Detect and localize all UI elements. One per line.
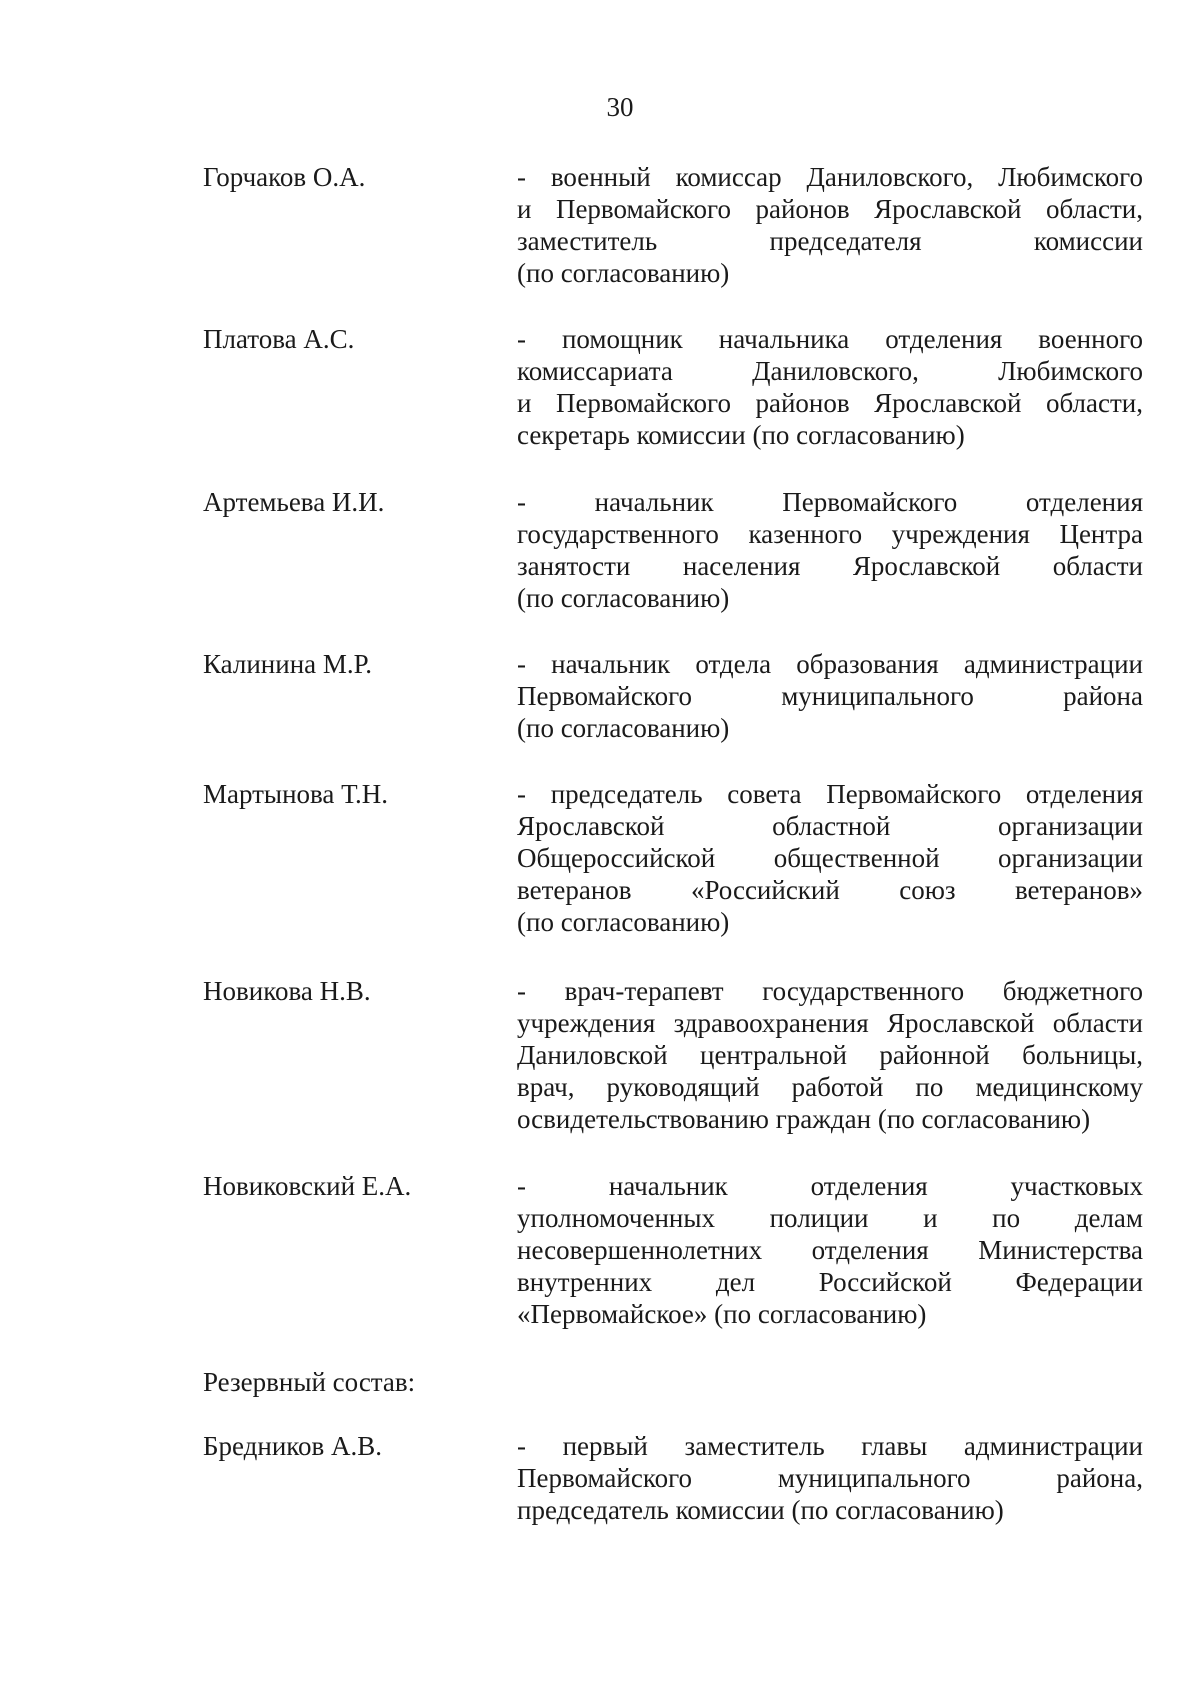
role-line: - первый заместитель главы администрации [517,1431,1143,1461]
role-line: «Первомайское» (по согласованию) [517,1299,927,1329]
reserve-heading: Резервный состав: [203,1367,416,1397]
member-role [517,975,1143,1135]
role-line: и Первомайского районов Ярославской области, [517,388,1143,418]
role-line: учреждения здравоохранения Ярославской области [517,1008,1143,1038]
role-line: Даниловской центральной районной больницы, [517,1040,1143,1070]
role-line: - начальник Первомайского отделения [517,487,1143,517]
role-line: несовершеннолетних отделения Министерства [517,1235,1143,1265]
member-role [517,486,1143,614]
role-line: комиссариата Даниловского, Любимского [517,356,1143,386]
member-name: Новиковский Е.А. [203,1171,412,1201]
role-line: ветеранов «Российский союз ветеранов» [517,875,1143,905]
role-line: государственного казенного учреждения Центра [517,519,1143,549]
role-line: уполномоченных полиции и по делам [517,1203,1143,1233]
member-role [517,323,1143,451]
role-line: (по согласованию) [517,907,730,937]
role-line: (по согласованию) [517,713,730,743]
role-line: и Первомайского районов Ярославской области, [517,194,1143,224]
role-line: - председатель совета Первомайского отделения [517,779,1143,809]
role-line: - помощник начальника отделения военного [517,324,1143,354]
role-line: освидетельствованию граждан (по согласованию) [517,1104,1091,1134]
role-line: - врач-терапевт государственного бюджетного [517,976,1143,1006]
role-line: Ярославской областной организации [517,811,1143,841]
role-line: внутренних дел Российской Федерации [517,1267,1143,1297]
member-name: Бредников А.В. [203,1431,383,1461]
role-line: - начальник отделения участковых [517,1171,1143,1201]
role-line: заместитель председателя комиссии [517,226,1143,256]
role-line: председатель комиссии (по согласованию) [517,1495,1004,1525]
role-line: Первомайского муниципального района [517,681,1143,711]
member-name: Калинина М.Р. [203,649,373,679]
role-line: врач, руководящий работой по медицинскому [517,1072,1143,1102]
member-name: Новикова Н.В. [203,976,371,1006]
member-role [517,1430,1143,1526]
member-name: Артемьева И.И. [203,487,385,517]
role-line: занятости населения Ярославской области [517,551,1143,581]
member-role [517,161,1143,289]
member-name: Горчаков О.А. [203,162,366,192]
role-line: Первомайского муниципального района, [517,1463,1143,1493]
page-number: 30 [606,92,634,122]
member-name: Мартынова Т.Н. [203,779,388,809]
member-name: Платова А.С. [203,324,355,354]
member-role [517,778,1143,938]
role-line: Общероссийской общественной организации [517,843,1143,873]
role-line: - военный комиссар Даниловского, Любимского [517,162,1143,192]
role-line: секретарь комиссии (по согласованию) [517,420,965,450]
member-role [517,648,1143,744]
role-line: (по согласованию) [517,583,730,613]
member-role [517,1170,1143,1330]
role-line: (по согласованию) [517,258,730,288]
role-line: - начальник отдела образования администрации [517,649,1143,679]
